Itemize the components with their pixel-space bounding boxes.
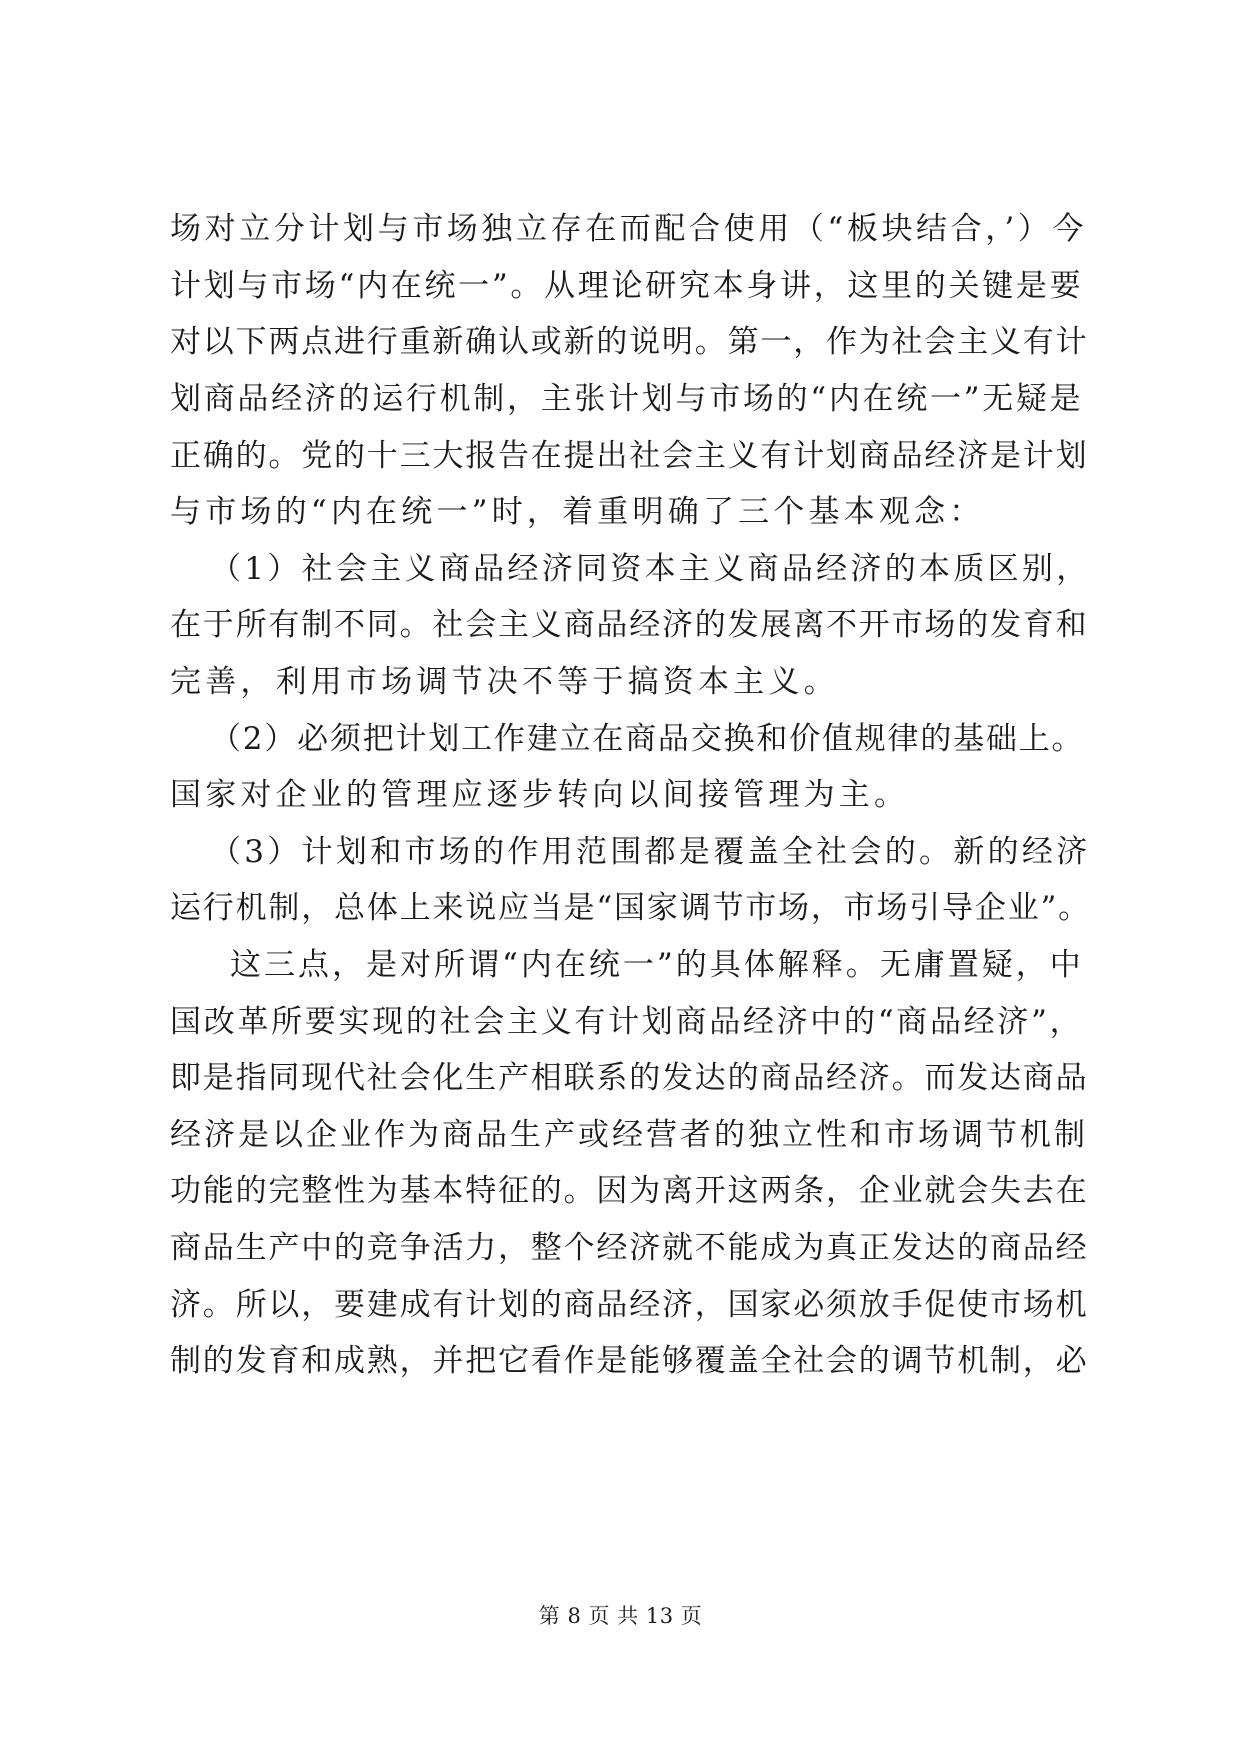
paragraph-line-7: 济。所以，要建成有计划的商品经济，国家必须放手促使市场机	[170, 1287, 1089, 1323]
page-number-footer: 第 8 页 共 13 页	[538, 1604, 703, 1628]
text-line-6: 与市场的“内在统一”时，着重明确了三个基本观念：	[170, 494, 985, 530]
text-line-5: 正确的。党的十三大报告在提出社会主义有计划商品经济是计划	[170, 438, 1089, 474]
list-item-2-line-1: （2）必须把计划工作建立在商品交换和价值规律的基础上。	[210, 721, 1085, 757]
list-item-3-line-1: （3）计划和市场的作用范围都是覆盖全社会的。新的经济	[210, 834, 1091, 870]
list-item-3-line-2: 运行机制，总体上来说应当是“国家调节市场，市场引导企业”。	[170, 890, 1091, 926]
text-line-2: 计划与市场“内在统一”。从理论研究本身讲，这里的关键是要	[170, 268, 1084, 304]
list-item-1-line-2: 在于所有制不同。社会主义商品经济的发展离不开市场的发育和	[170, 607, 1089, 643]
text-line-1: 场对立分计划与市场独立存在而配合使用（“板块结合，’）今	[170, 211, 1087, 247]
text-line-4: 划商品经济的运行机制，主张计划与市场的“内在统一”无疑是	[170, 381, 1084, 417]
paragraph-line-6: 商品生产中的竞争活力，整个经济就不能成为真正发达的商品经	[170, 1230, 1089, 1266]
list-item-1-line-1: （1）社会主义商品经济同资本主义商品经济的本质区别，	[210, 551, 1091, 587]
paragraph-line-3: 即是指同现代社会化生产相联系的发达的商品经济。而发达商品	[170, 1060, 1089, 1096]
text-line-3: 对以下两点进行重新确认或新的说明。第一，作为社会主义有计	[170, 324, 1089, 360]
list-item-1-line-3: 完善，利用市场调节决不等于搞资本主义。	[170, 664, 839, 700]
list-item-2-line-2: 国家对企业的管理应逐步转向以间接管理为主。	[170, 777, 910, 813]
paragraph-line-1: 这三点，是对所谓“内在统一”的具体解释。无庸置疑，中	[230, 947, 1084, 983]
paragraph-line-5: 功能的完整性为基本特征的。因为离开这两条，企业就会失去在	[170, 1173, 1089, 1209]
paragraph-line-8: 制的发育和成熟，并把它看作是能够覆盖全社会的调节机制，必	[170, 1343, 1089, 1379]
paragraph-line-4: 经济是以企业作为商品生产或经营者的独立性和市场调节机制	[170, 1117, 1088, 1153]
paragraph-line-2: 国改革所要实现的社会主义有计划商品经济中的“商品经济”，	[170, 1004, 1084, 1040]
